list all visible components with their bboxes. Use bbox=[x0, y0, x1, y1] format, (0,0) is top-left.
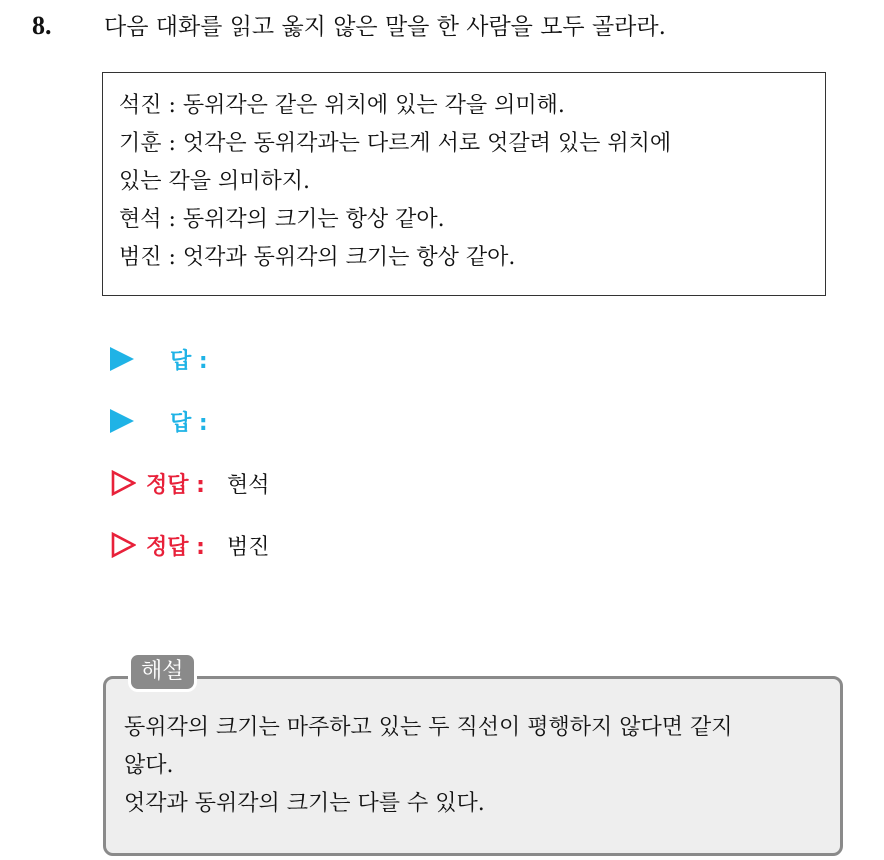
explanation-box bbox=[103, 676, 843, 856]
answer-label: 답 : bbox=[170, 348, 208, 374]
answer-blank-2[interactable] bbox=[110, 404, 208, 438]
explanation-line: 엇각과 동위각의 크기는 다를 수 있다. bbox=[124, 791, 485, 816]
correct-answer-value: 범진 bbox=[226, 534, 270, 560]
correct-answer-label: 정답 : bbox=[146, 534, 205, 560]
filled-triangle-icon bbox=[110, 347, 134, 371]
explanation-line: 않다. bbox=[124, 753, 174, 778]
question-number: 8. bbox=[32, 11, 52, 40]
correct-answer-1 bbox=[110, 466, 269, 500]
explanation-tag: 해설 bbox=[128, 652, 197, 692]
filled-triangle-icon bbox=[110, 409, 134, 433]
answer-label: 답 : bbox=[170, 410, 208, 436]
question-text: 다음 대화를 읽고 옳지 않은 말을 한 사람을 모두 골라라. bbox=[104, 14, 666, 40]
answer-blank-1[interactable] bbox=[110, 342, 208, 376]
dialog-line-seokjin: 석진 : 동위각은 같은 위치에 있는 각을 의미해. bbox=[119, 93, 565, 118]
correct-answer-value: 현석 bbox=[226, 472, 270, 498]
outline-triangle-icon bbox=[110, 532, 136, 558]
correct-answer-2 bbox=[110, 528, 269, 562]
dialog-line-gihun-cont: 있는 각을 의미하지. bbox=[119, 169, 310, 194]
dialog-line-hyeonseok: 현석 : 동위각의 크기는 항상 같아. bbox=[119, 207, 445, 232]
dialog-line-beomjin: 범진 : 엇각과 동위각의 크기는 항상 같아. bbox=[119, 245, 516, 270]
dialog-box bbox=[102, 72, 826, 296]
correct-answer-label: 정답 : bbox=[146, 472, 205, 498]
outline-triangle-icon bbox=[110, 470, 136, 496]
question-header bbox=[32, 10, 666, 43]
explanation-line: 동위각의 크기는 마주하고 있는 두 직선이 평행하지 않다면 같지 bbox=[124, 715, 733, 740]
dialog-line-gihun: 기훈 : 엇각은 동위각과는 다르게 서로 엇갈려 있는 위치에 bbox=[119, 131, 672, 156]
